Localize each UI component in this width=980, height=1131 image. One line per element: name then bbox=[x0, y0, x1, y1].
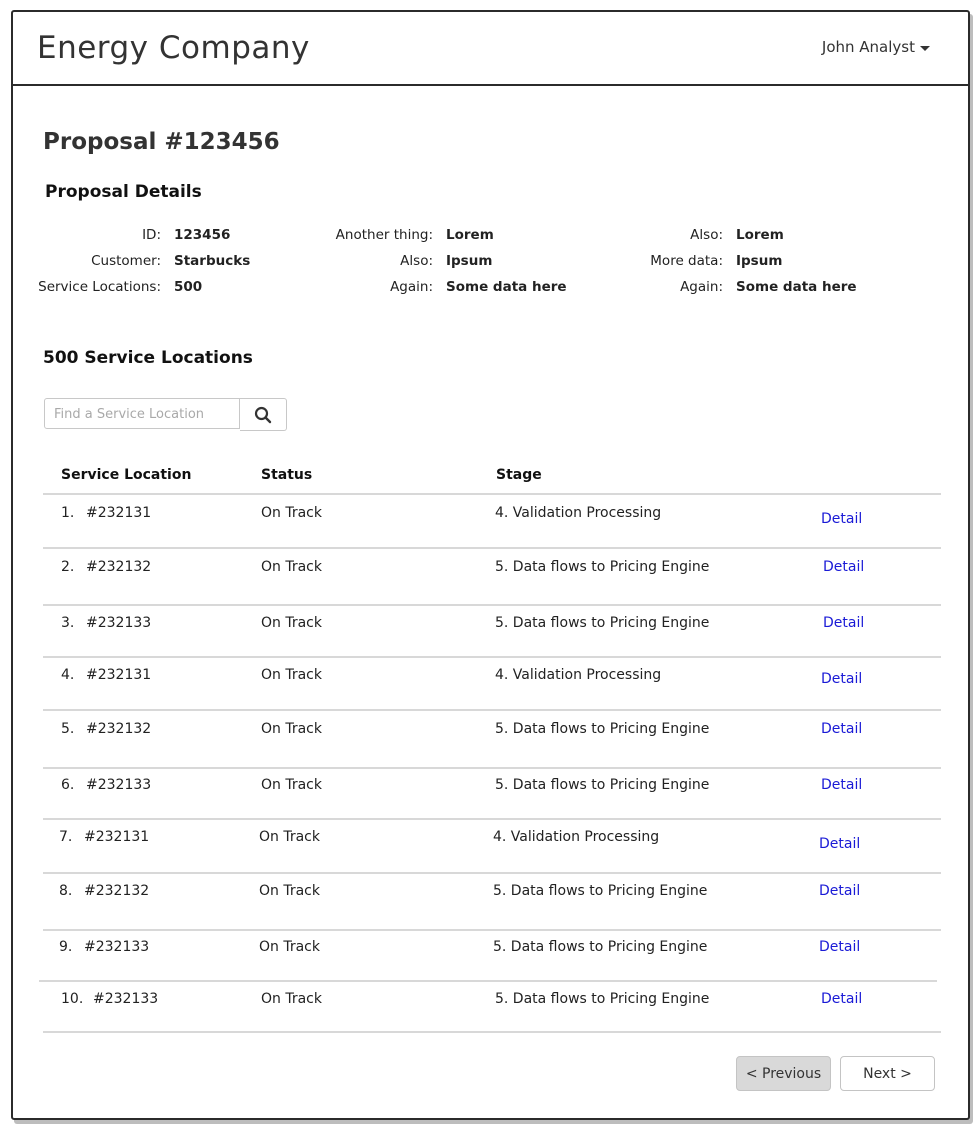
table-row-divider bbox=[43, 767, 941, 769]
detail-link[interactable]: Detail bbox=[821, 721, 863, 737]
table-row-divider bbox=[43, 872, 941, 874]
detail-label: Also: bbox=[690, 227, 723, 243]
detail-value: 123456 bbox=[174, 227, 231, 243]
service-location-id: #232131 bbox=[84, 829, 150, 845]
row-number: 7. bbox=[59, 829, 73, 845]
details-heading: Proposal Details bbox=[45, 182, 202, 202]
detail-link[interactable]: Detail bbox=[819, 883, 861, 899]
row-number: 9. bbox=[59, 939, 73, 955]
status-text: On Track bbox=[261, 777, 322, 793]
column-header-location: Service Location bbox=[61, 467, 192, 483]
column-header-status: Status bbox=[261, 467, 313, 483]
stage-text: 5. Data flows to Pricing Engine bbox=[493, 939, 708, 955]
row-number: 5. bbox=[61, 721, 75, 737]
locations-heading: 500 Service Locations bbox=[43, 348, 253, 368]
details-column-2 bbox=[313, 222, 567, 300]
next-page-button[interactable]: Next > bbox=[840, 1056, 935, 1091]
app-window bbox=[11, 10, 970, 1120]
detail-value: 500 bbox=[174, 279, 203, 295]
detail-value: Some data here bbox=[736, 279, 857, 295]
table-row-divider bbox=[43, 656, 941, 658]
stage-text: 5. Data flows to Pricing Engine bbox=[493, 883, 708, 899]
table-row-divider bbox=[43, 1031, 941, 1033]
status-text: On Track bbox=[261, 505, 322, 521]
status-text: On Track bbox=[261, 667, 322, 683]
service-location-id: #232131 bbox=[86, 667, 152, 683]
row-number: 10. bbox=[61, 991, 84, 1007]
row-number: 3. bbox=[61, 615, 75, 631]
user-name: John Analyst bbox=[821, 38, 915, 56]
detail-value: Ipsum bbox=[736, 253, 783, 269]
detail-link[interactable]: Detail bbox=[819, 836, 861, 852]
detail-label: Customer: bbox=[91, 253, 161, 269]
stage-text: 4. Validation Processing bbox=[495, 667, 662, 683]
detail-label: Again: bbox=[390, 279, 433, 295]
stage-text: 4. Validation Processing bbox=[495, 505, 662, 521]
detail-value: Some data here bbox=[446, 279, 567, 295]
chevron-down-icon bbox=[920, 46, 930, 51]
detail-value: Lorem bbox=[446, 227, 494, 243]
location-search bbox=[44, 398, 287, 431]
brand-logo-text: Energy Company bbox=[37, 30, 310, 66]
row-number: 2. bbox=[61, 559, 75, 575]
detail-link[interactable]: Detail bbox=[819, 939, 861, 955]
row-number: 8. bbox=[59, 883, 73, 899]
status-text: On Track bbox=[259, 829, 320, 845]
detail-label: Also: bbox=[400, 253, 433, 269]
details-column-1 bbox=[31, 222, 250, 300]
service-location-id: #232133 bbox=[93, 991, 159, 1007]
detail-link[interactable]: Detail bbox=[821, 511, 863, 527]
service-location-id: #232131 bbox=[86, 505, 152, 521]
detail-link[interactable]: Detail bbox=[821, 671, 863, 687]
row-number: 4. bbox=[61, 667, 75, 683]
detail-value: Ipsum bbox=[446, 253, 493, 269]
detail-link[interactable]: Detail bbox=[821, 991, 863, 1007]
table-row-divider bbox=[43, 493, 941, 495]
detail-link[interactable]: Detail bbox=[823, 615, 865, 631]
service-location-id: #232132 bbox=[86, 559, 152, 575]
detail-link[interactable]: Detail bbox=[823, 559, 865, 575]
service-location-id: #232133 bbox=[86, 777, 152, 793]
status-text: On Track bbox=[261, 615, 322, 631]
stage-text: 4. Validation Processing bbox=[493, 829, 660, 845]
table-row-divider bbox=[43, 547, 941, 549]
table-row-divider bbox=[43, 818, 941, 820]
status-text: On Track bbox=[259, 883, 320, 899]
detail-link[interactable]: Detail bbox=[821, 777, 863, 793]
app-header bbox=[13, 12, 968, 86]
search-icon bbox=[254, 406, 272, 424]
service-location-id: #232132 bbox=[84, 883, 150, 899]
stage-text: 5. Data flows to Pricing Engine bbox=[495, 615, 710, 631]
user-menu[interactable] bbox=[822, 38, 930, 56]
status-text: On Track bbox=[261, 991, 322, 1007]
stage-text: 5. Data flows to Pricing Engine bbox=[495, 991, 710, 1007]
page-title: Proposal #123456 bbox=[43, 129, 280, 155]
detail-value: Lorem bbox=[736, 227, 784, 243]
detail-label: Another thing: bbox=[335, 227, 433, 243]
stage-text: 5. Data flows to Pricing Engine bbox=[495, 777, 710, 793]
table-row-divider bbox=[43, 604, 941, 606]
detail-label: Again: bbox=[680, 279, 723, 295]
table-row-divider bbox=[43, 709, 941, 711]
status-text: On Track bbox=[259, 939, 320, 955]
column-header-stage: Stage bbox=[496, 467, 542, 483]
search-button[interactable] bbox=[240, 398, 287, 431]
search-input[interactable]: Find a Service Location bbox=[44, 398, 240, 429]
table-row-divider bbox=[43, 929, 941, 931]
service-location-id: #232133 bbox=[86, 615, 152, 631]
stage-text: 5. Data flows to Pricing Engine bbox=[495, 559, 710, 575]
status-text: On Track bbox=[261, 721, 322, 737]
service-location-id: #232133 bbox=[84, 939, 150, 955]
detail-label: Service Locations: bbox=[38, 279, 161, 295]
table-row-divider bbox=[39, 980, 937, 982]
details-column-3 bbox=[613, 222, 857, 300]
stage-text: 5. Data flows to Pricing Engine bbox=[495, 721, 710, 737]
row-number: 1. bbox=[61, 505, 75, 521]
detail-label: ID: bbox=[142, 227, 161, 243]
service-location-id: #232132 bbox=[86, 721, 152, 737]
previous-page-button[interactable]: < Previous bbox=[736, 1056, 831, 1091]
status-text: On Track bbox=[261, 559, 322, 575]
detail-value: Starbucks bbox=[174, 253, 251, 269]
detail-label: More data: bbox=[650, 253, 723, 269]
row-number: 6. bbox=[61, 777, 75, 793]
